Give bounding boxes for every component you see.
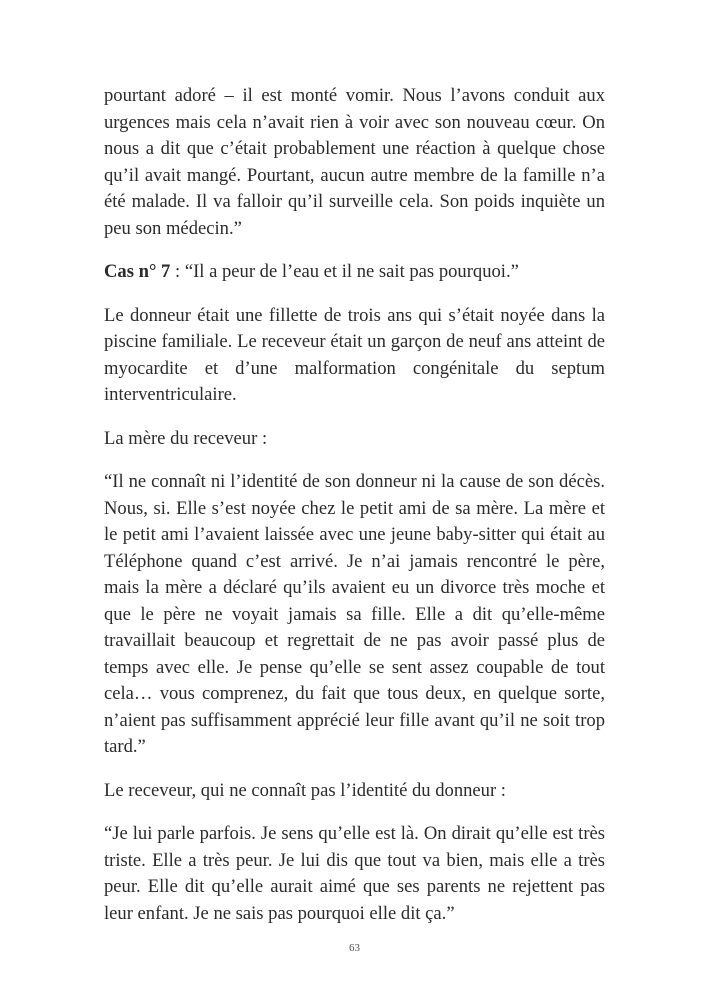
paragraph-mother-quote: “Il ne connaît ni l’identité de son donneur ni la cause de son décès. Nous, si. Elle s’est noyée chez le petit ami de sa mère. La mère et le petit ami l’avaient laissée avec une jeune baby-sitter qui était au Téléphone quand c’est arrivé. Je n’ai jamais rencontré le père, mais la mère a déclaré qu’ils avaient eu un divorce très moche et que le père ne voyait jamais sa fille. Elle a dit qu’elle-même travaillait beaucoup et regrettait de ne pas avoir passé plus de temps avec elle. Je pense qu’elle se sent assez coupable de tout cela… vous comprenez, du fait que tous deux, en quelque sorte, n’aient pas suffisamment apprécié leur fille avant qu’il ne soit trop tard.” [104, 471, 605, 757]
case-title: “Il a peur de l’eau et il ne sait pas pourquoi.” [184, 261, 519, 282]
paragraph-recipient-quote: “Je lui parle parfois. Je sens qu’elle est là. On dirait qu’elle est très triste. Elle a très peur. Je lui dis que tout va bien, mais elle a très peur. Elle dit qu’elle aurait aimé que ses parents ne rejettent pas leur enfant. Je ne sais pas pourquoi elle dit ça.” [104, 823, 605, 924]
case-label: Cas n° 7 [104, 261, 171, 282]
case-heading [104, 259, 605, 286]
paragraph-recipient-intro: Le receveur, qui ne connaît pas l’identité du donneur : [104, 779, 506, 801]
page-number: 63 [349, 942, 360, 954]
page-body [104, 83, 605, 944]
paragraph-donor-description: Le donneur était une fillette de trois ans qui s’était noyée dans la piscine familiale. Le receveur était un garçon de neuf ans atteint de myocardite et d’une malformation congénitale du septum interventriculaire. [104, 304, 605, 405]
case-separator: : [170, 261, 185, 282]
paragraph-mother-intro: La mère du receveur : [104, 427, 268, 449]
paragraph-continuation: pourtant adoré – il est monté vomir. Nous l’avons conduit aux urgences mais cela n’avait rien à voir avec son nouveau cœur. On nous a dit que c’était probablement une réaction à quelque chose qu’il avait mangé. Pourtant, aucun autre membre de la famille n’a été malade. Il va falloir qu’il surveille cela. Son poids inquiète un peu son médecin.” [104, 85, 605, 239]
